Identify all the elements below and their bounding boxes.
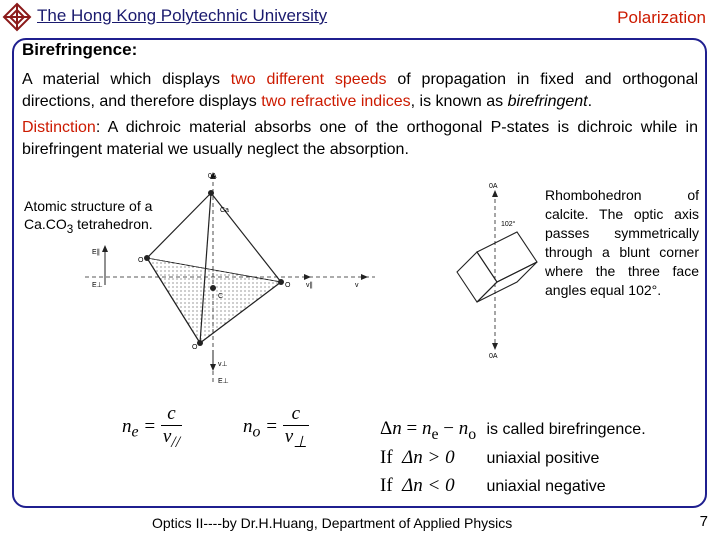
footer-credit: Optics II----by Dr.H.Huang, Department of Applied Physics: [152, 515, 513, 531]
university-name: The Hong Kong Polytechnic University: [37, 6, 328, 25]
label-0a-bottom-calcite: 0A: [489, 353, 498, 360]
section-heading: Birefringence:: [22, 40, 138, 59]
equation-ne: $n_e$ = $\frac{c}{v_{//}}$: [122, 403, 181, 451]
equation-no: $n_o$ = $\frac{c}{v_\perp}$: [243, 403, 307, 451]
label-e-perp: E⊥: [92, 282, 103, 289]
label-v-par: v∥: [306, 282, 313, 289]
label-0a-top: 0A: [208, 173, 217, 180]
base-plane: [147, 258, 281, 343]
label-0a-top-calcite: 0A: [489, 183, 498, 190]
calcite-caption: Rhombohedron of calcite. The optic axis passes symmetrically through a blunt corner where the three face angles equal 102°.: [545, 187, 699, 298]
label-ca: Ca: [220, 207, 229, 214]
page-number: 7: [699, 513, 708, 530]
label-o-left: O: [138, 257, 144, 264]
label-e-bottom: E⊥: [218, 378, 229, 385]
calcite-rhombohedron-diagram: [445, 180, 545, 360]
atomic-structure-caption: Atomic structure of a $Ca.CO_3$ tetrahedron.: [24, 198, 153, 236]
label-e-par: E∥: [92, 249, 101, 256]
uniaxial-positive-row: If Δn > 0 uniaxial positive: [380, 447, 600, 468]
distinction-paragraph: Distinction: A dichroic material absorbs one of the orthogonal P-states is dichroic while in birefringent material we usually neglect the absorption.: [22, 119, 698, 158]
label-o-bottom: O: [192, 344, 198, 351]
topic-title: Polarization: [617, 8, 706, 27]
label-v: v: [355, 282, 359, 289]
tetrahedron-diagram: [80, 170, 380, 390]
birefringence-definition-row: $\Delta n = n_e - n_o$ is called birefringence.: [380, 418, 646, 443]
label-angle-102: 102°: [501, 221, 516, 228]
definition-paragraph: A material which displays two different speeds of propagation in fixed and orthogonal directions, and therefore displays two refractive indices, is known as birefringent.: [22, 71, 699, 110]
university-logo: [2, 2, 32, 32]
label-c: C: [218, 293, 224, 300]
label-o-right: O: [285, 282, 291, 289]
uniaxial-negative-row: If Δn < 0 uniaxial negative: [380, 475, 606, 496]
label-v-perp: v⊥: [218, 361, 228, 368]
